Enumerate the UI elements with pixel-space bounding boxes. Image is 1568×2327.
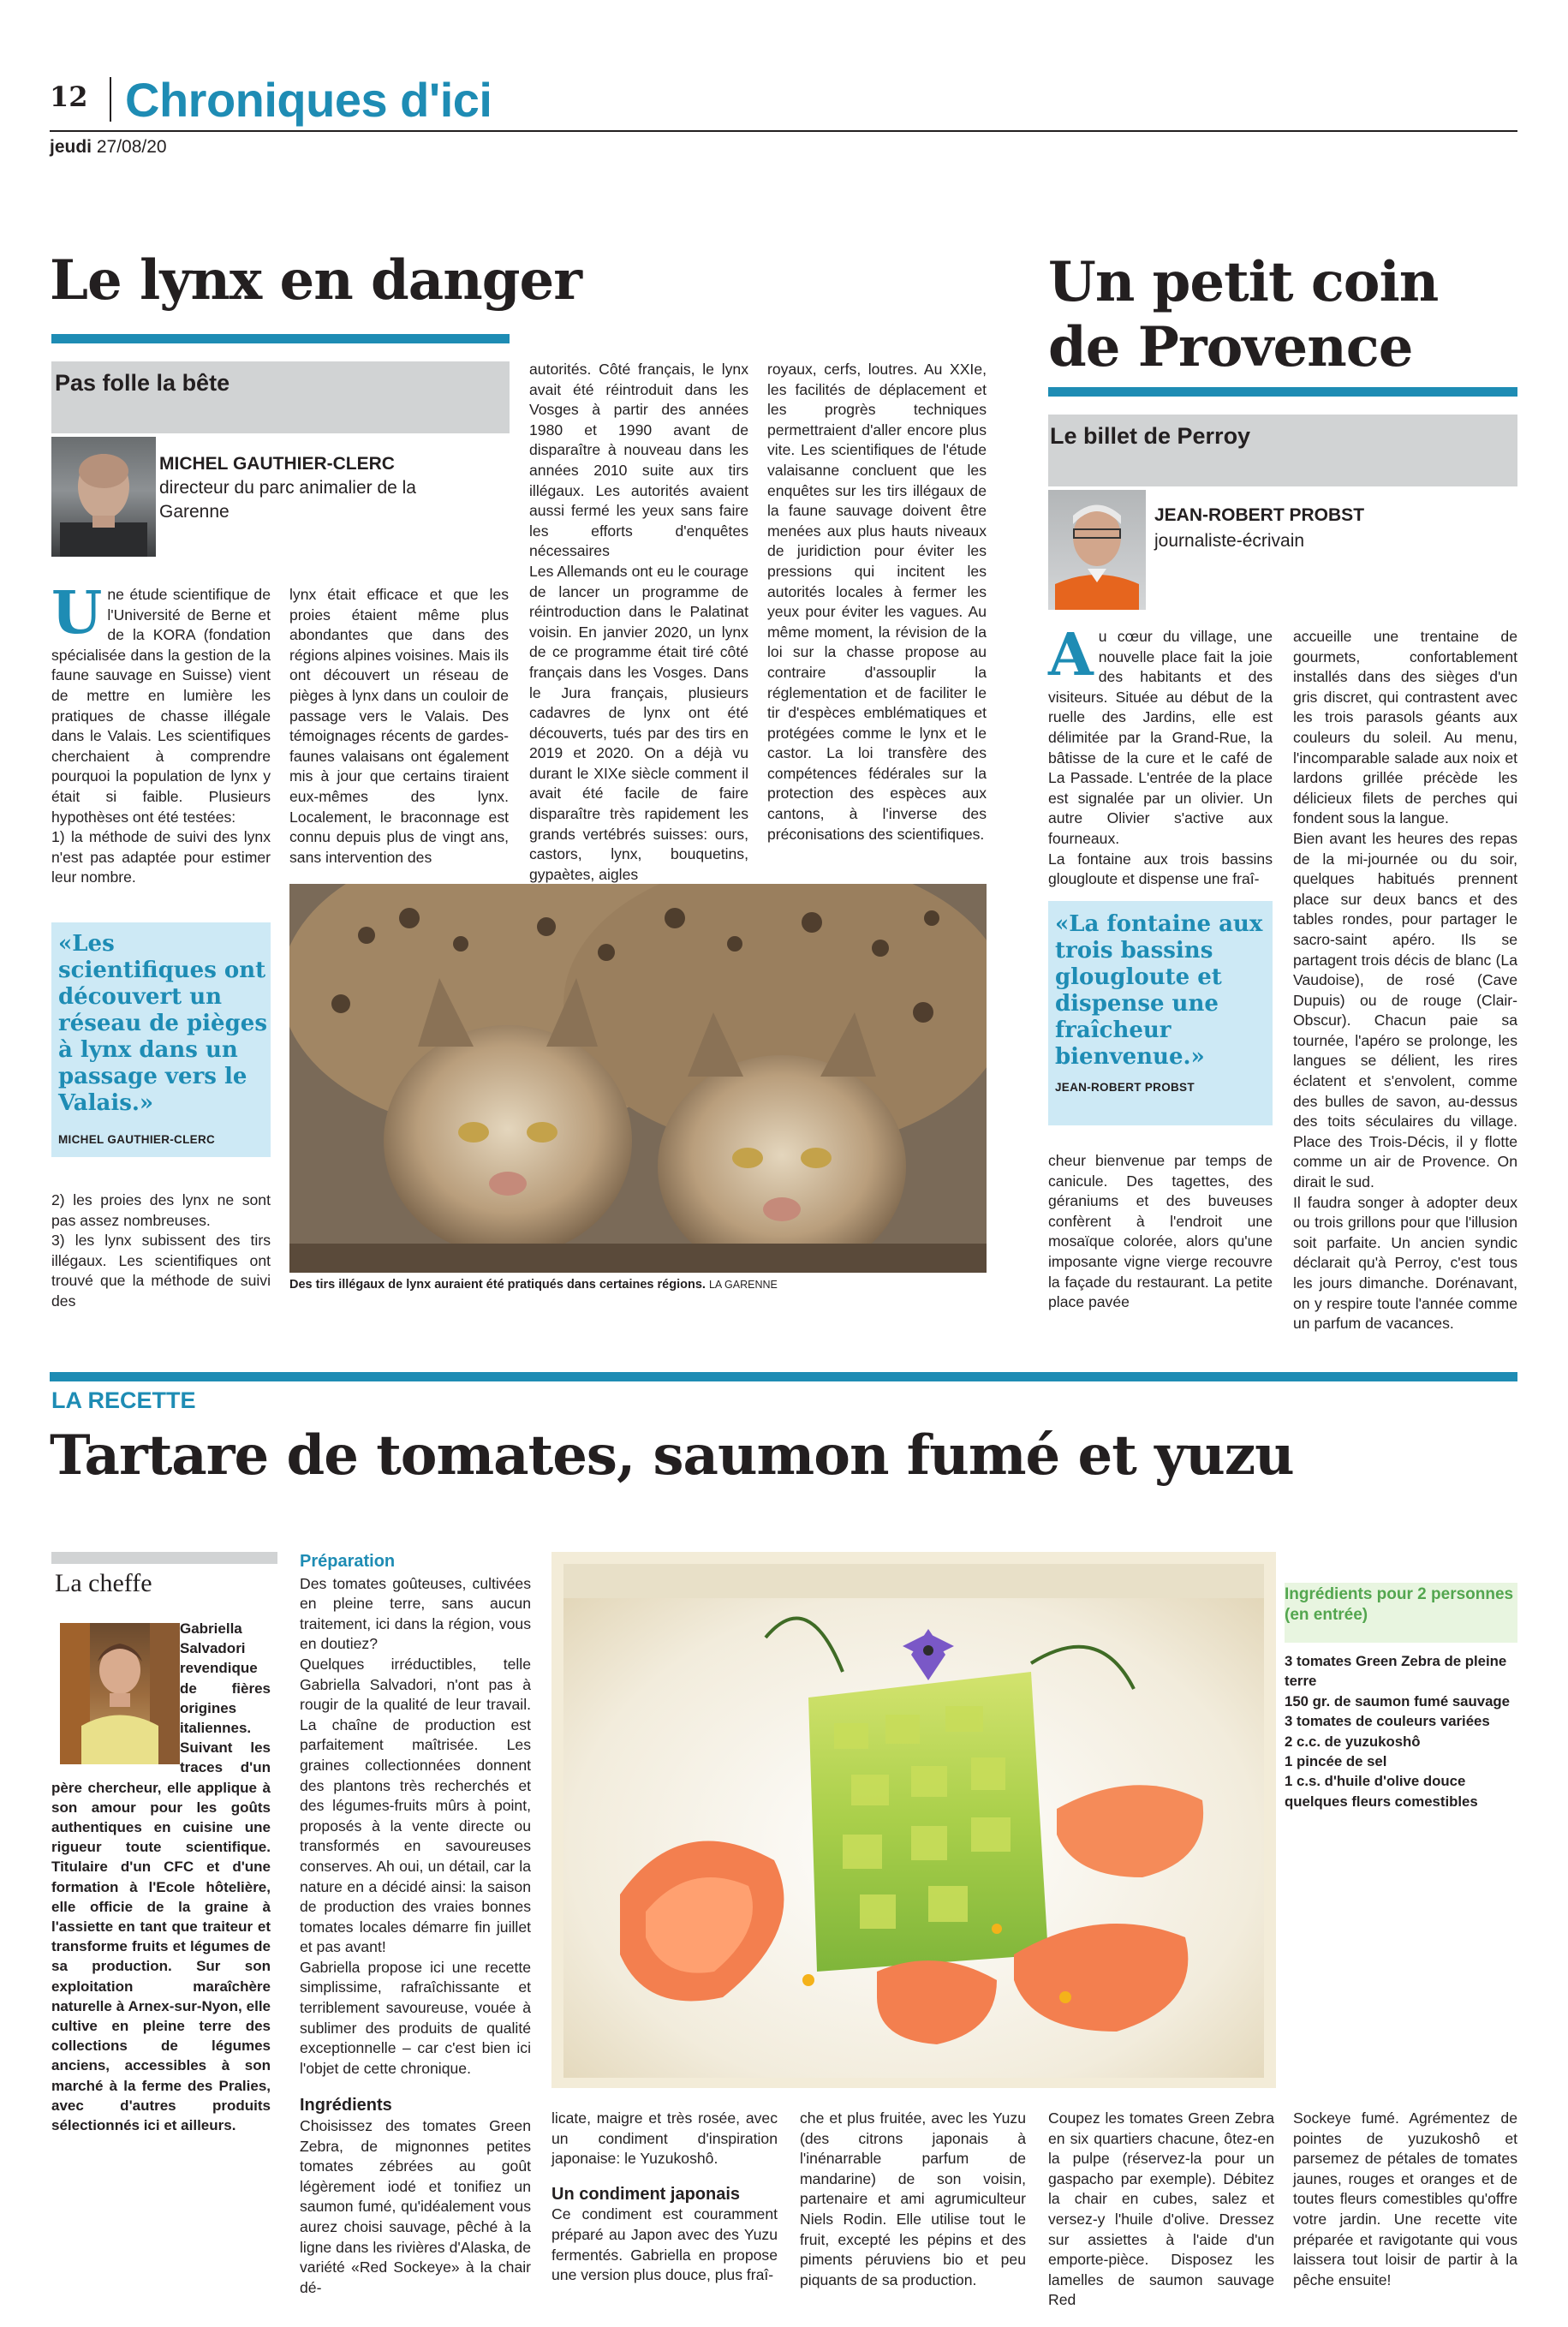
author-photo-gauthier (51, 437, 156, 557)
lynx-col4: royaux, cerfs, loutres. Au XXIe, les facilités de déplacement et les progrès techniques permettraient d'aller encore plus vite. Les scientifiques de l'étude valaisanne concluent que les enquêtes sur les tirs illégaux de la faune sauvage doivent être menées aux plus hauts niveaux de juridiction pour éviter les pressions qui incitent les autorités locales à fermer les yeux pour éviter les vagues. Au même moment, la révision de la loi sur la chasse propose au contraire d'assouplir la réglementation et de faciliter le tir d'espèces emblématiques et protégées comme le lynx et le castor. La loi transfère des compétences fédérales sur la protection des espèces aux cantons, à l'inverse des préconisations des scientifiques. (767, 361, 987, 843)
recipe-column-6 (1293, 2109, 1517, 2290)
cheffe-band (51, 1552, 277, 1564)
lynx-author-name: MICHEL GAUTHIER-CLERC (159, 454, 395, 474)
ingredient-item: 3 tomates de couleurs variées (1285, 1713, 1490, 1730)
lynx-col3-p2: Les Allemands ont eu le courage de lancer un programme de réintroduction dans le Palatinat voisin. En janvier 2020, un lynx de ce programme était tiré côté français dans les Vosges. Dans le Jura français, plusieurs cadavres de lynx ont été découverts, tués par des tirs en 2019 et 2020. On a déjà vu durant le XIXe siècle comment il avait été facile de faire disparaître très rapidement les grands vertébrés suisses: ours, castors, lynx, bouquetins, gypaètes, aigles (529, 562, 748, 883)
recipe-column-4 (800, 2109, 1026, 2290)
header-day: jeudi (50, 137, 92, 157)
prep-title: Préparation (300, 1552, 396, 1571)
cheffe-label: La cheffe (55, 1569, 152, 1597)
ingredient-item: 150 gr. de saumon fumé sauvage (1285, 1692, 1511, 1709)
lynx-quote-author: MICHEL GAUTHIER-CLERC (58, 1133, 216, 1146)
prep-p2: Quelques irréductibles, telle Gabriella Salvadori, n'ont pas à rougir de la qualité de leur travail. La chaîne de production est parfaitement maîtrisée. Les graines collectionnées donnent des plantons très recherchés et des légumes-fruits mûrs à point, proposés à la vente directe ou transformés en savoureuses conserves. Ah oui, un détail, car la nature en a décidé ainsi: la saison de production des vraies bonnes tomates locales démarre fin juillet et pas avant! (300, 1655, 531, 1956)
provence-headline-line1: Un petit coin (1048, 250, 1439, 314)
recipe-col3-p1: licate, maigre et très rosée, avec un condiment d'inspiration japonaise: le Yuzukoshô. (551, 2109, 778, 2168)
page-header (50, 74, 1517, 125)
lynx-headline: Le lynx en danger (50, 248, 581, 313)
provence-kicker-band (1048, 415, 1517, 486)
provence-rule (1048, 387, 1517, 397)
lynx-kicker-band (51, 361, 510, 433)
recipe-headline: Tartare de tomates, saumon fumé et yuzu (50, 1423, 1294, 1488)
lynx-column-2 (289, 585, 509, 868)
condiment-title: Un condiment japonais (551, 2184, 741, 2204)
lynx-caption-text: Des tirs illégaux de lynx auraient été pratiqués dans certaines régions. (289, 1278, 706, 1292)
lynx-rule (51, 334, 510, 343)
cheffe-bio-text: Gabriella Salvadori revendique de fières origines italiennes. Suivant les traces d'un père chercheur, elle applique à son amour pour les goûts authentiques en cuisine une rigueur toute scientifique. Titulaire d'un CFC et d'une formation à l'Ecole hôtelière, elle officie de la graine à l'assiette en tant que traiteur et transforme fruits et légumes de sa production. Sur son exploitation maraîchère naturelle à Arnex-sur-Nyon, elle cultive en pleine terre des collections de légumes anciens, accessibles à son marché à la ferme des Pralies, avec d'autres produits sélectionnés ici et ailleurs. (51, 1620, 271, 2134)
lynx-column-1-bottom (51, 1190, 271, 1312)
ingredients-list (1285, 1651, 1516, 1811)
header-date (50, 137, 167, 158)
provence-headline-line2: de Provence (1048, 315, 1413, 379)
provence-col1-bottom: cheur bienvenue par temps de canicule. Des tagettes, des géraniums et des buveuses confèrent à l'endroit une mosaïque colorée, alors qu'une imposante vigne vierge recouvre la façade du restaurant. La petite place pavée (1048, 1152, 1273, 1311)
ingredient-item: 1 c.s. d'huile d'olive douce (1285, 1773, 1466, 1790)
provence-column-2 (1293, 627, 1517, 1334)
tartare-photo (551, 1552, 1276, 2088)
lynx-author-role: directeur du parc animalier de la Garenne (159, 478, 416, 522)
ingr-title: Ingrédients (300, 2096, 392, 2115)
provence-author-name: JEAN-ROBERT PROBST (1154, 505, 1365, 525)
ingredient-item: quelques fleurs comestibles (1285, 1793, 1478, 1810)
lynx-col1-item2: 2) les proies des lynx ne sont pas assez nombreuses. (51, 1191, 271, 1229)
lynx-col3-p1: autorités. Côté français, le lynx avait été réintroduit dans les Vosges à partir des années 1980 et 1990 avant de disparaître à nouveau dans les années 2010 suite aux tirs illégaux. Les autorités avaient aussi fermé les yeux sans faire les efforts d'enquêtes nécessaires (529, 361, 748, 560)
provence-kicker: Le billet de Perroy (1050, 423, 1251, 449)
recipe-col3-p2: Ce condiment est couramment préparé au Japon avec des Yuzu fermentés. Gabriella en propose une version plus douce, plus fraî- (551, 2205, 778, 2284)
header-date-value: 27/08/20 (96, 137, 167, 157)
provence-headline (1048, 250, 1438, 380)
ingredients-box (1285, 1583, 1517, 2088)
lynx-col1-lead: ne étude scientifique de l'Université de Berne et de la KORA (fondation spécialisée dans la gestion de la faune sauvage en Suisse) vient de mettre en lumière les pratiques de chasse illégale dans le Valais. Les scientifiques cherchaient à comprendre pourquoi la population de lynx y était si faible. Plusieurs hypothèses ont été testées: (51, 586, 271, 826)
cheffe-bio (51, 1619, 271, 2135)
ingr-p1: Choisissez des tomates Green Zebra, de mignonnes petites tomates zébrées au goût légèrement iodé et tonifiez un saumon fumé, qu'idéalement vous aurez choisi sauvage, pêché à la ligne dans les rivières d'Alaska, de variété «Red Sockeye» à la chair dé- (300, 2117, 531, 2296)
lynx-column-4 (767, 360, 987, 844)
lynx-caption (289, 1278, 987, 1292)
recipe-col6: Sockeye fumé. Agrémentez de pointes de yuzukoshô et parsemez de pétales de tomates jaunes, rouges et oranges et de toutes fleurs comestibles qu'offre votre jardin. Une recette vite préparée et ravigotante qui vous laissera tout loisir de partir à la pêche ensuite! (1293, 2109, 1517, 2288)
lynx-column-3 (529, 360, 748, 885)
prep-p1: Des tomates goûteuses, cultivées en pleine terre, sans aucun traitement, ici dans la région, vous en doutiez? (300, 1574, 531, 1653)
provence-author-block (1154, 505, 1514, 553)
lynx-photo-credit: LA GARENNE (708, 1279, 778, 1291)
recipe-col4: che et plus fruitée, avec les Yuzu (des citrons japonais à l'inénarrable parfum de mandarine) de son voisin, partenaire et ami agrumiculteur Niels Rodin. Elle utilise tout le fruit, excepté les pépins et des piments péruviens bio et peu piquants de sa production. (800, 2109, 1026, 2288)
recipe-prep-column (300, 1552, 531, 2298)
lynx-dropcap: U (51, 579, 103, 647)
provence-col1-top: u cœur du village, une nouvelle place fait la joie des habitants et des visiteurs. Située au début de la ruelle des Jardins, elle est délimitée par la Grand-Rue, la bâtisse de la cure et le café de La Passade. L'entrée de la place est signalée par un olivier. Un autre Olivier s'active aux fourneaux. (1048, 628, 1273, 847)
lynx-pull-quote (51, 922, 271, 1157)
lynx-column-1 (51, 579, 271, 888)
tartare-illustration (551, 1552, 1276, 2088)
provence-quote-author: JEAN-ROBERT PROBST (1055, 1081, 1195, 1094)
lynx-quote-text: «Les scientifiques ont découvert un réseau de pièges à lynx dans un passage vers le Valais.» (58, 931, 267, 1116)
lynx-author-block (159, 454, 450, 524)
lynx-col1-item3: 3) les lynx subissent des tirs illégaux. Les scientifiques ont trouvé que la méthode de suivi des (51, 1232, 271, 1310)
recipe-column-5 (1048, 2109, 1274, 2311)
ingredient-item: 3 tomates Green Zebra de pleine terre (1285, 1653, 1507, 1690)
provence-dropcap: A (1048, 621, 1094, 689)
lynx-illustration (289, 884, 987, 1273)
provence-quote-text: «La fontaine aux trois bassins glougloute et dispense une fraîcheur bienvenue.» (1055, 911, 1263, 1070)
provence-pull-quote (1048, 901, 1273, 1125)
provence-col2-p1: accueille une trentaine de gourmets, confortablement installés dans des sièges d'un gris discret, qui contrastent avec les trois parasols géants aux couleurs du soleil. Au menu, l'incomparable salade aux noix et lardons grillée précède les délicieux filets de perches qui fondent sous la langue. (1293, 628, 1517, 827)
lynx-col1-item1: 1) la méthode de suivi des lynx n'est pas adaptée pour estimer leur nombre. (51, 828, 271, 886)
page-number: 12 (50, 81, 88, 113)
section-title: Chroniques d'ici (125, 73, 492, 127)
header-divider (110, 77, 111, 122)
provence-col2-p3: Il faudra songer à adopter deux ou trois grillons pour que l'illusion soit parfaite. Un ancien syndic déclarait qu'à Perroy, c'est tous les jours dimanche. Dorénavant, on y respire toute l'année comme un parfum de vacances. (1293, 1193, 1517, 1333)
provence-author-role: journaliste-écrivain (1154, 531, 1305, 551)
prep-p3: Gabriella propose ici une recette simplissime, rafraîchissante et terriblement savoureuse, vouée à sublimer des produits de qualité exceptionnelle – car c'est bien ici l'objet de cette chronique. (300, 1958, 531, 2077)
header-rule (50, 130, 1517, 132)
recipe-section-label: LA RECETTE (51, 1387, 196, 1413)
provence-col1-top2: La fontaine aux trois bassins glougloute et dispense une fraî- (1048, 850, 1273, 888)
lynx-photo (289, 884, 987, 1273)
provence-col2-p2: Bien avant les heures des repas de la mi-journée ou du soir, quelques habitués prennent place sur deux bancs et des tables rondes, pour partager le sacro-saint apéro. Ils se partagent trois décis de blanc (La Vaudoise), de rosé (Cave Dupuis) ou de rouge (Clair-Obscur). Chacun paie sa tournée, l'apéro se prolonge, les langues se délient, les rires éclatent et s'envolent, comme des bulles de savon, au-dessus des toits séculaires du village. Place des Trois-Décis, il y flotte comme un air de Provence. On dirait le sud. (1293, 829, 1517, 1191)
ingredient-item: 1 pincée de sel (1285, 1753, 1387, 1770)
lynx-col2: lynx était efficace et que les proies étaient même plus abondantes que dans des régions alpines voisines. Mais ils ont découvert un réseau de pièges à lynx dans un couloir de passage vers le Valais. Des témoignages récents de gardes-faunes valaisans ont également mis à jour que certains tiraient eux-mêmes des lynx. Localement, le braconnage est connu depuis plus de vingt ans, sans intervention des (289, 586, 509, 866)
recipe-rule (50, 1372, 1517, 1381)
provence-column-1-bottom (1048, 1151, 1273, 1313)
author-photo-probst (1048, 490, 1146, 610)
recipe-column-3 (551, 2109, 778, 2286)
ingredient-item: 2 c.c. de yuzukoshô (1285, 1733, 1421, 1750)
provence-column-1 (1048, 621, 1273, 890)
ingredients-title: Ingrédients pour 2 personnes (en entrée) (1285, 1585, 1514, 1624)
lynx-kicker: Pas folle la bête (55, 370, 230, 396)
recipe-col5: Coupez les tomates Green Zebra en six quartiers chacune, ôtez-en la pulpe (réservez-la pour un gaspacho par exemple). Débitez la chair en cubes, salez et versez-y l'huile d'olive. Dressez sur assiettes à l'aide d'un emporte-pièce. Disposez les lamelles de saumon sauvage Red (1048, 2109, 1274, 2309)
